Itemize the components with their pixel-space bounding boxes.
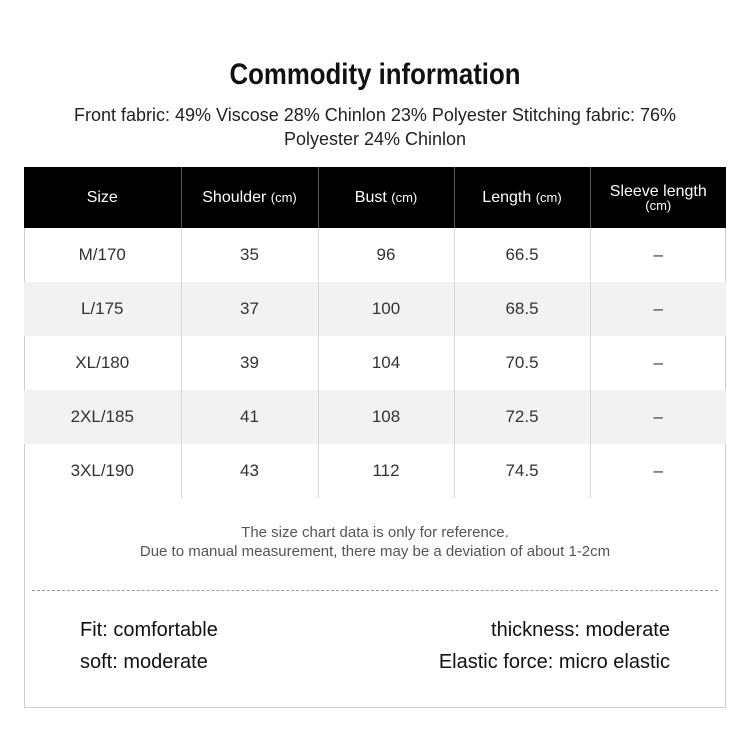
fabric-line-2: Polyester 24% Chinlon (283, 129, 467, 149)
cell-length: 70.5 (454, 336, 590, 390)
reference-note (24, 523, 726, 561)
table-row (24, 228, 726, 282)
header-bust-unit: (cm) (391, 189, 418, 205)
cell-sleeve-length: – (653, 461, 663, 480)
attribute-soft: soft: moderate (80, 651, 208, 673)
header-shoulder-unit: (cm) (270, 189, 297, 205)
cell-length: 72.5 (454, 390, 590, 444)
page-title: Commodity information (229, 58, 521, 91)
note-line-1: The size chart data is only for reference. (241, 524, 509, 541)
cell-shoulder: 35 (181, 228, 318, 282)
cell-size: L/175 (24, 282, 181, 336)
cell-length: 74.5 (454, 444, 590, 498)
cell-size: 3XL/190 (24, 444, 181, 498)
cell-bust: 104 (318, 336, 454, 390)
cell-bust: 96 (318, 228, 454, 282)
table-row (24, 444, 726, 498)
cell-length: 68.5 (454, 282, 590, 336)
header-sleeve-length (590, 167, 726, 228)
header-length-label: Length (482, 188, 532, 206)
cell-bust: 100 (318, 282, 454, 336)
cell-shoulder: 41 (181, 390, 318, 444)
cell-shoulder: 43 (181, 444, 318, 498)
header-sleeve-unit: (cm) (645, 197, 672, 213)
cell-shoulder: 39 (181, 336, 318, 390)
cell-size: M/170 (24, 228, 181, 282)
table-header-row (24, 167, 726, 228)
fabric-line-1: Front fabric: 49% Viscose 28% Chinlon 23% Polyester Stitching fabric: 76% (74, 105, 676, 125)
header-shoulder-label: Shoulder (202, 188, 267, 206)
header-size-label: Size (86, 188, 118, 206)
table-row (24, 336, 726, 390)
cell-bust: 108 (318, 390, 454, 444)
dashed-divider (32, 590, 718, 591)
cell-size: XL/180 (24, 336, 181, 390)
cell-length: 66.5 (454, 228, 590, 282)
attribute-elastic: Elastic force: micro elastic (438, 651, 670, 673)
attribute-thickness: thickness: moderate (491, 619, 670, 641)
cell-sleeve-length: – (653, 353, 663, 372)
cell-sleeve-length: – (590, 390, 726, 444)
header-bust (318, 167, 454, 228)
size-table (24, 167, 726, 498)
table-row (24, 390, 726, 444)
header-size (24, 167, 181, 228)
cell-sleeve-length: – (653, 245, 663, 264)
header-bust-label: Bust (354, 188, 387, 206)
header-length (454, 167, 590, 228)
fabric-composition (40, 103, 710, 151)
cell-size: 2XL/185 (24, 390, 181, 444)
note-line-2: Due to manual measurement, there may be a deviation of about 1-2cm (139, 543, 611, 560)
cell-bust: 112 (318, 444, 454, 498)
cell-sleeve-length: – (590, 282, 726, 336)
header-shoulder (181, 167, 318, 228)
table-row (24, 282, 726, 336)
header-sleeve-label: Sleeve length (609, 182, 707, 200)
cell-shoulder: 37 (181, 282, 318, 336)
header-length-unit: (cm) (535, 189, 562, 205)
attribute-fit: Fit: comfortable (80, 619, 218, 641)
